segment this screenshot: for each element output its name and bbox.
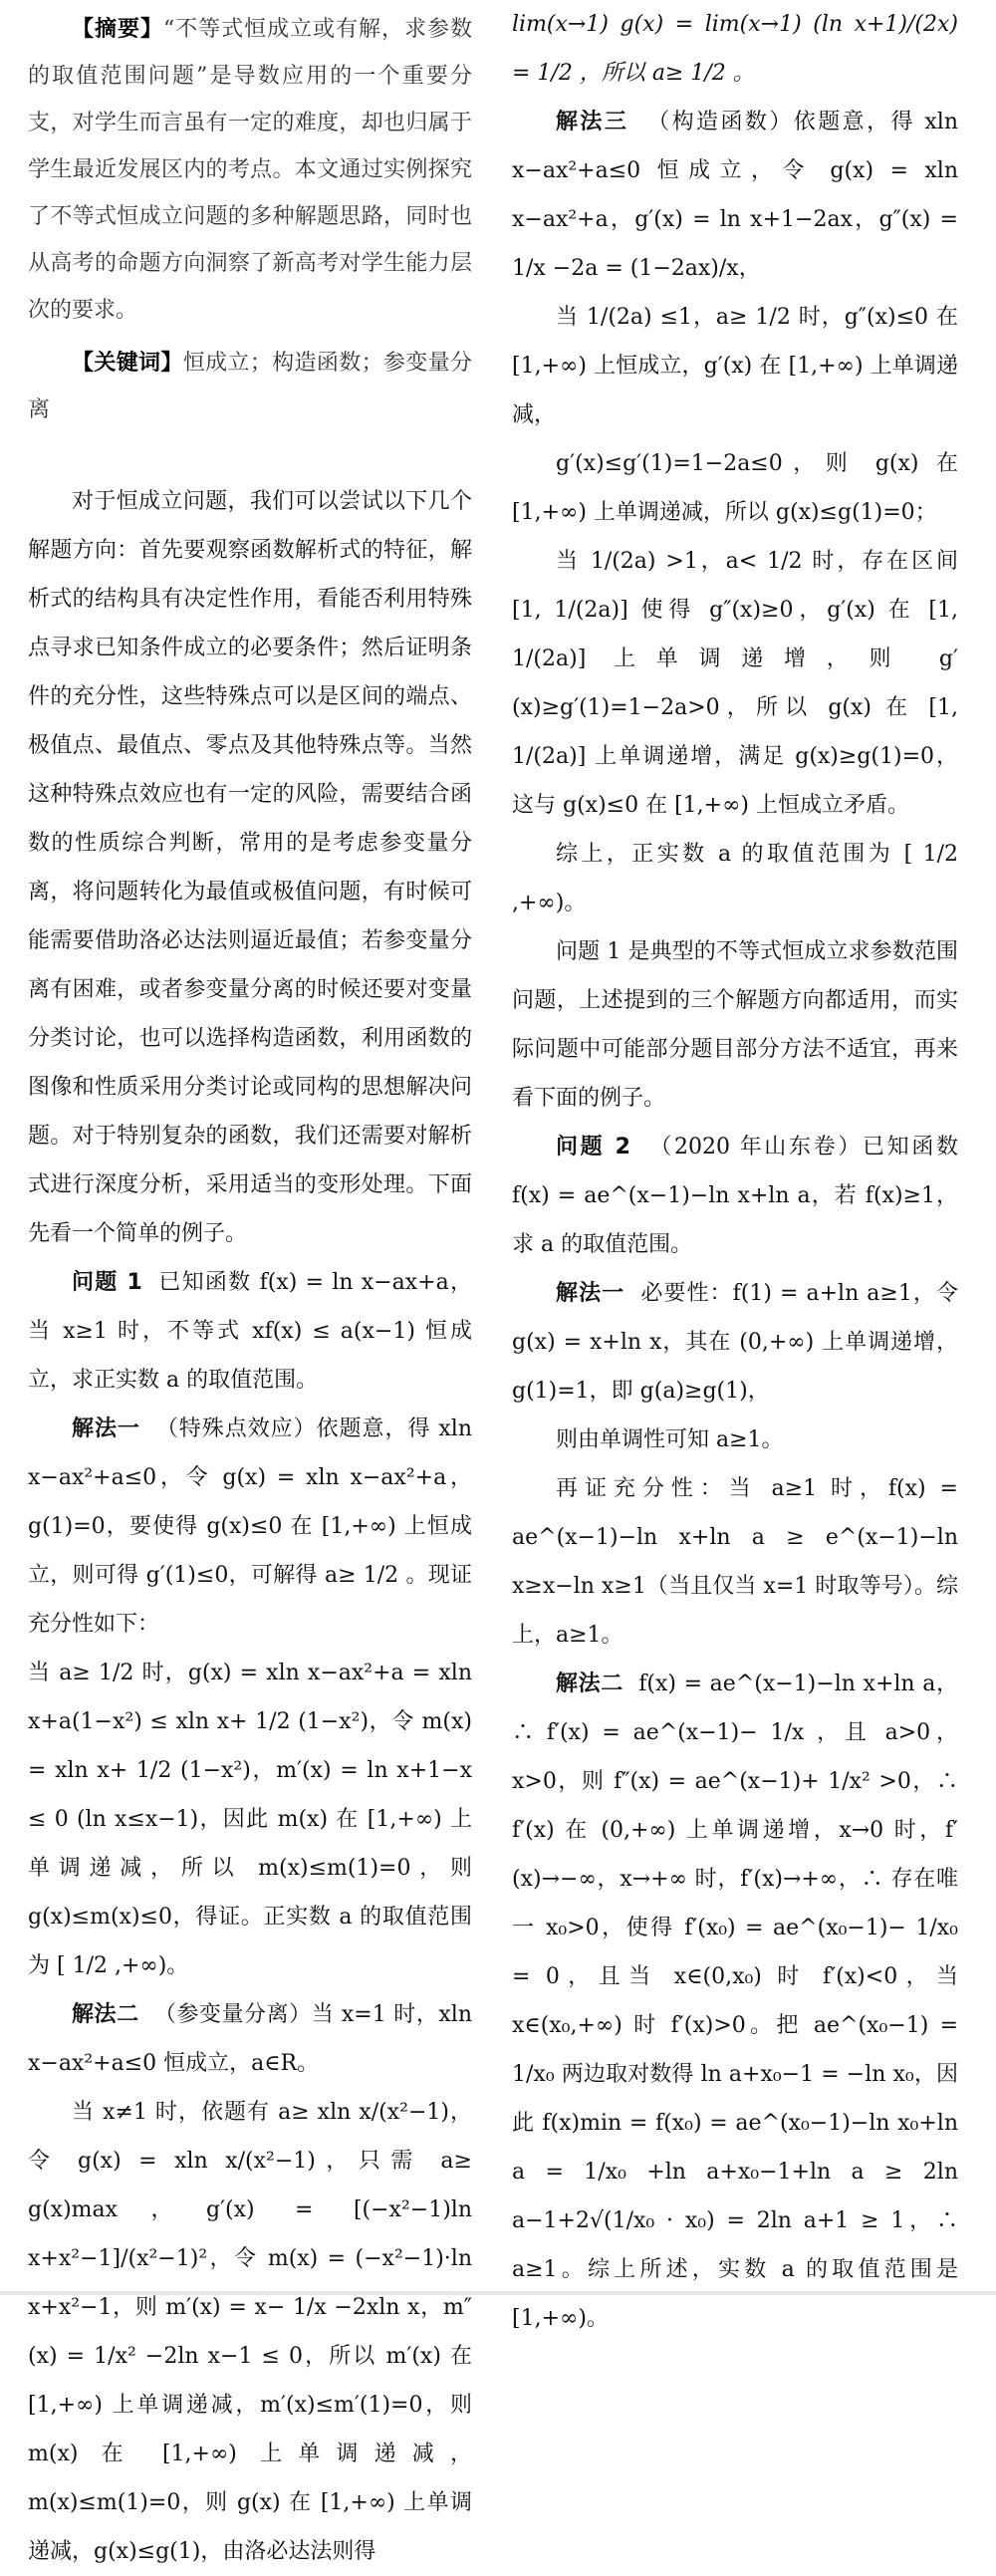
method-2-para-2: 当 x≠1 时，依题有 a≥ xln x/(x²−1)，令 g(x) = xln x/(x²−1)，只需 a≥ g(x)max，g′(x) = [(−x²−1)ln x+x²−1]/(x²−1)²，令 m(x) = (−x²−1)·ln x+x²−1，则 m′(x) = x− 1/x −2xln x，m″(x) = 1/x² −2ln x−1 ≤ 0，所以 m′(x) 在 [1,+∞) 上单调递减，m′(x)≤m′(1)=0，则 m(x) 在 [1,+∞) 上单调递减，m(x)≤m(1)=0，则 g(x) 在 [1,+∞) 上单调递减，g(x)≤g(1)，由洛必达法则得 — [28, 2100, 472, 2564]
method-3-para-1 — [512, 98, 958, 293]
p2-method-2-label: 解法二 — [556, 1672, 623, 1696]
p2-method-1-para-1 — [512, 1269, 958, 1416]
problem-1-text: 已知函数 f(x) = ln x−ax+a，当 x≥1 时，不等式 xf(x) ≤ a(x−1) 恒成立，求正实数 a 的取值范围。 — [28, 1270, 472, 1393]
problem-1 — [28, 1258, 472, 1405]
abstract-text: “不等式恒成立或有解，求参数的取值范围问题”是导数应用的一个重要分支，对学生而言虽有一定的难度，却也归属于学生最近发展区内的考点。本文通过实例探究了不等式恒成立问题的多种解题思路，同时也从高考的命题方向洞察了新高考对学生能力层次的要求。 — [28, 17, 472, 323]
problem-2-text: （2020 年山东卷）已知函数 f(x) = ae^(x−1)−ln x+ln a，若 f(x)≥1，求 a 的取值范围。 — [512, 1135, 958, 1257]
abstract-label: 【摘要】 — [72, 16, 163, 42]
method-2-label: 解法二 — [72, 2002, 139, 2027]
p2-method-2-text-1: f(x) = ae^(x−1)−ln x+ln a，∴ f′(x) = ae^(x−1)− 1/x ，且 a>0，x>0，则 f″(x) = ae^(x−1)+ 1/x² >0，∴ f′(x) 在 (0,+∞) 上单调递增，x→0 时，f′(x)→−∞，x→+∞ 时，f′(x)→+∞，∴ 存在唯一 x₀>0，使得 f′(x₀) = ae^(x₀−1)− 1/x₀ = 0，且当 x∈(0,x₀) 时 f′(x)<0，当 x∈(x₀,+∞) 时 f′(x)>0。把 ae^(x₀−1) = 1/x₀ 两边取对数得 ln a+x₀−1 = −ln x₀，因此 f(x)min = f(x₀) = ae^(x₀−1)−ln x₀+ln a = 1/x₀ +ln a+x₀−1+ln a ≥ 2ln a−1+2√(1/x₀ · x₀) = 2ln a+1 ≥ 1，∴ a≥1。综上所述，实数 a 的取值范围是 [1,+∞)。 — [512, 1672, 958, 2331]
problem-1-label: 问题 1 — [72, 1270, 142, 1295]
problem-2-label: 问题 2 — [556, 1135, 630, 1159]
limit-formula: lim(x→1) g(x) = lim(x→1) (ln x+1)/(2x) = 1/2 ，所以 a≥ 1/2 。 — [512, 12, 958, 86]
abstract — [28, 6, 472, 334]
right-column — [512, 0, 958, 2343]
method-1-text-1: （特殊点效应）依题意，得 xln x−ax²+a≤0，令 g(x) = xln x−ax²+a，g(1)=0，要使得 g(x)≤0 在 [1,+∞) 上恒成立，则可得 g′(1)≤0，可解得 a≥ 1/2 。现证充分性如下： — [28, 1417, 472, 1637]
method-1-para-1 — [28, 1405, 472, 1649]
method-3-text-1: （构造函数）依题意，得 xln x−ax²+a≤0 恒成立，令 g(x) = xln x−ax²+a，g′(x) = ln x+1−2ax，g″(x) = 1/x −2a = (1−2ax)/x， — [512, 110, 958, 281]
section-gap — [28, 433, 472, 477]
method-3-para-3: g′(x)≤g′(1)=1−2a≤0，则 g(x) 在 [1,+∞) 上单调递减，所以 g(x)≤g(1)=0； — [512, 451, 958, 525]
keywords — [28, 340, 472, 433]
method-3-para-4: 当 1/(2a) >1，a< 1/2 时，存在区间 [1, 1/(2a)] 使得 g″(x)≥0，g′(x) 在 [1, 1/(2a)] 上单调递增，则 g′(x)≥g′(1)=1−2a>0，所以 g(x) 在 [1, 1/(2a)] 上单调递增，满足 g(x)≥g(1)=0，这与 g(x)≤0 在 [1,+∞) 上恒成立矛盾。 — [512, 549, 958, 818]
method-2-text-1: （参变量分离）当 x=1 时，xln x−ax²+a≤0 恒成立，a∈R。 — [28, 2002, 472, 2076]
transition-paragraph: 问题 1 是典型的不等式恒成立求参数范围问题，上述提到的三个解题方向都适用，而实际问题中可能部分题目部分方法不适宜，再来看下面的例子。 — [512, 939, 958, 1111]
method-3-label: 解法三 — [556, 110, 629, 134]
method-2-para-1 — [28, 1990, 472, 2088]
method-1-para-2: 当 a≥ 1/2 时，g(x) = xln x−ax²+a = xln x+a(1−x²) ≤ xln x+ 1/2 (1−x²)，令 m(x) = xln x+ 1/2 (1−x²)，m′(x) = ln x+1−x ≤ 0 (ln x≤x−1)，因此 m(x) 在 [1,+∞) 上单调递减，所以 m(x)≤m(1)=0，则 g(x)≤m(x)≤0，得证。正实数 a 的取值范围为 [ 1/2 ,+∞)。 — [28, 1661, 472, 1978]
p2-method-1-para-3: 再证充分性：当 a≥1 时，f(x) = ae^(x−1)−ln x+ln a ≥ e^(x−1)−ln x≥x−ln x≥1（当且仅当 x=1 时取等号）。综上，a≥1。 — [512, 1476, 958, 1648]
keywords-text: 恒成立；构造函数；参变量分离 — [28, 351, 472, 422]
p2-method-2-para-1 — [512, 1660, 958, 2343]
method-1-label: 解法一 — [72, 1417, 140, 1441]
p2-method-1-para-2: 则由单调性可知 a≥1。 — [556, 1427, 784, 1452]
method-3-para-2: 当 1/(2a) ≤1，a≥ 1/2 时，g″(x)≤0 在 [1,+∞) 上恒成立，g′(x) 在 [1,+∞) 上单调递减， — [512, 305, 958, 427]
problem-2 — [512, 1123, 958, 1269]
bottom-divider — [0, 2291, 996, 2295]
keywords-label: 【关键词】 — [72, 350, 183, 376]
p2-method-1-label: 解法一 — [556, 1281, 625, 1306]
intro-paragraph: 对于恒成立问题，我们可以尝试以下几个解题方向：首先要观察函数解析式的特征，解析式的结构具有决定性作用，看能否利用特殊点寻求已知条件成立的必要条件；然后证明条件的充分性，这些特殊点可以是区间的端点、极值点、最值点、零点及其他特殊点等。当然这种特殊点效应也有一定的风险，需要结合函数的性质综合判断，常用的是考虑参变量分离，将问题转化为最值或极值问题，有时候可能需要借助洛必达法则逼近最值；若参变量分离有困难，或者参变量分离的时候还要对变量分类讨论，也可以选择构造函数，利用函数的图像和性质采用分类讨论或同构的思想解决问题。对于特别复杂的函数，我们还需要对解析式进行深度分析，采用适当的变形处理。下面先看一个简单的例子。 — [28, 489, 472, 1246]
p2-method-1-text-1: 必要性：f(1) = a+ln a≥1，令 g(x) = x+ln x，其在 (0,+∞) 上单调递增，g(1)=1，即 g(a)≥g(1)， — [512, 1281, 958, 1404]
method-3-conclusion: 综上，正实数 a 的取值范围为 [ 1/2 ,+∞)。 — [512, 842, 958, 915]
left-column — [28, 0, 472, 2576]
